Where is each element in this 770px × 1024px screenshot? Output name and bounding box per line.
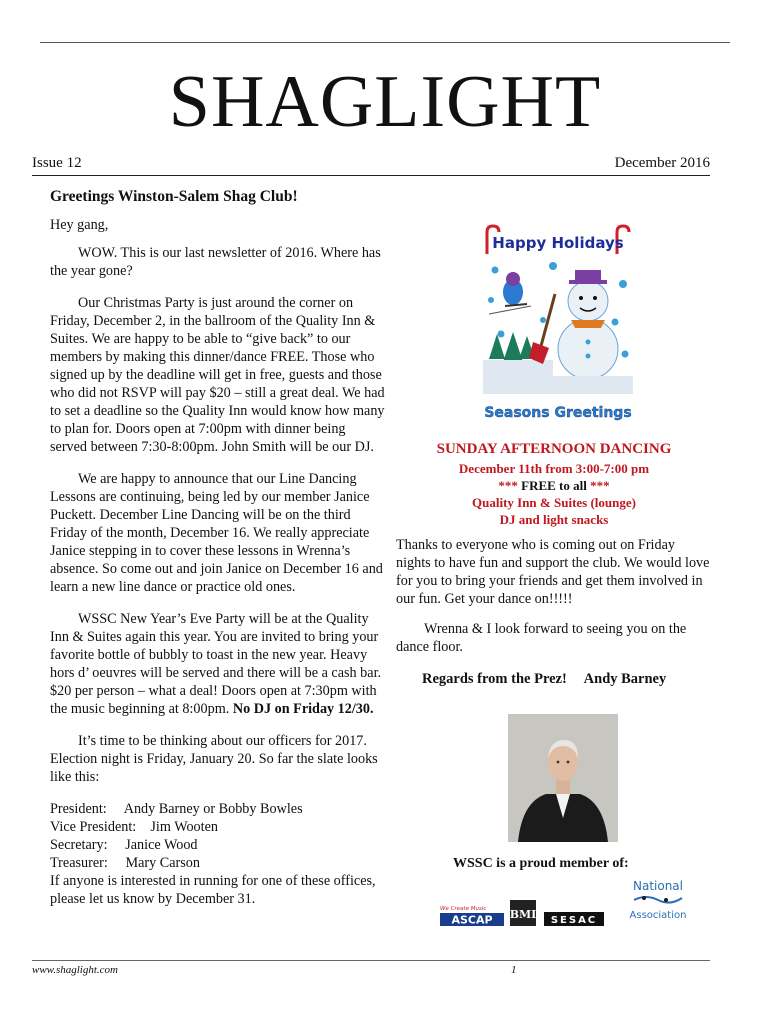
issue-number: Issue 12 — [32, 155, 82, 171]
top-rule — [40, 42, 730, 43]
ascap-tagline: We Create Music — [440, 906, 487, 912]
left-column — [50, 188, 385, 908]
bmi-logo — [510, 900, 537, 926]
paragraph-forward — [396, 620, 712, 656]
stars-left: *** — [498, 478, 518, 493]
national-association-logo — [630, 879, 687, 921]
stars-right: *** — [590, 478, 610, 493]
regards-line — [422, 671, 680, 688]
officer-secretary: Secretary: Janice Wood — [50, 837, 198, 853]
paragraph-last-newsletter: WOW. This is our last newsletter of 2016. Where has the year gone? — [50, 245, 381, 279]
page-number: 1 — [511, 964, 517, 976]
officer-slate — [50, 800, 385, 908]
association-text: Association — [629, 910, 687, 921]
header-rule — [32, 175, 710, 176]
seasons-greetings-text: Seasons Greetings — [484, 405, 632, 421]
no-dj-note: No DJ on Friday 12/30. — [232, 701, 374, 717]
paragraph-thanks — [396, 536, 712, 608]
president-name: Andy Barney — [583, 671, 667, 687]
forward-text: Wrenna & I look forward to seeing you on the dance floor. — [396, 621, 687, 655]
membership-logos — [436, 870, 696, 930]
bmi-text: BMI — [509, 908, 537, 921]
event-extras: DJ and light snacks — [499, 512, 609, 527]
footer-website: www.shaglight.com — [32, 964, 118, 976]
greeting-heading: Greetings Winston-Salem Shag Club! — [50, 188, 298, 205]
officer-president: President: Andy Barney or Bobby Bowles — [50, 801, 303, 817]
paragraph-new-years — [50, 610, 385, 718]
thanks-text: Thanks to everyone who is coming out on Friday nights to have fun and support the club. We would love for you to bring your friends and get them involved in our fun. Get your dance on!!!!! — [396, 537, 710, 607]
sunday-dancing-notice — [396, 440, 712, 528]
officer-treasurer: Treasurer: Mary Carson — [50, 855, 200, 871]
event-location: Quality Inn & Suites (lounge) — [472, 495, 636, 510]
free-text: FREE to all — [521, 478, 587, 493]
regards-text: Regards from the Prez! — [422, 671, 567, 687]
closing-note: If anyone is interested in running for one of these offices, please let us know by December 31. — [50, 873, 376, 907]
event-free-line — [396, 477, 712, 494]
new-years-text: WSSC New Year’s Eve Party will be at the Quality Inn & Suites again this year. You are invited to bring your favorite bottle of bubbly to toast in the new year. Heavy hors d’ oeuvres will be served and there will be a cash bar. $20 per person – what a deal! Doors open at 7:30pm with the music beginning at 8:00pm. — [50, 611, 382, 717]
sesac-text: SESAC — [550, 915, 598, 926]
sesac-logo — [544, 912, 604, 926]
issue-date: December 2016 — [614, 155, 710, 171]
salutation: Hey gang, — [50, 217, 109, 233]
event-title: SUNDAY AFTERNOON DANCING — [436, 441, 672, 457]
membership-heading: WSSC is a proud member of: — [453, 856, 629, 871]
event-date-time: December 11th from 3:00-7:00 pm — [458, 461, 650, 476]
national-text: National — [632, 879, 684, 893]
paragraph-line-dancing: We are happy to announce that our Line Dancing Lessons are continuing, being led by our member Janice Puckett. December Line Dancing will be on the third Friday of the month, December 16. We really appreciate Janice stepping in to cover these lessons in Wrenna’s absence. So come out and join Janice on December 16 and learn a new line dance or practice old ones. — [50, 471, 383, 595]
paragraph-christmas-party: Our Christmas Party is just around the corner on Friday, December 2, in the ballroom of the Quality Inn & Suites. We are happy to be able to “give back” to our members by making this dinner/dance FREE. Those who signed up by the deadline will get in free, guests and those who did not RSVP will pay $20 – still a great deal. We had to set a deadline so the Quality Inn would know how many to plan for. Doors open at 7:00pm with dinner being served between 7:30-8:00pm. John Smith will be our DJ. — [50, 295, 385, 455]
ascap-text: ASCAP — [451, 913, 493, 927]
paragraph-officers-intro: It’s time to be thinking about our officers for 2017. Election night is Friday, January 20. So far the slate looks like this: — [50, 733, 378, 785]
ascap-logo — [440, 906, 504, 927]
footer-rule — [32, 960, 710, 961]
masthead-title: SHAGLIGHT — [168, 61, 602, 143]
president-photo — [508, 714, 618, 842]
officer-vice-president: Vice President: Jim Wooten — [50, 819, 218, 835]
happy-holidays-image — [483, 224, 633, 424]
happy-holidays-text: Happy Holidays — [492, 234, 624, 252]
